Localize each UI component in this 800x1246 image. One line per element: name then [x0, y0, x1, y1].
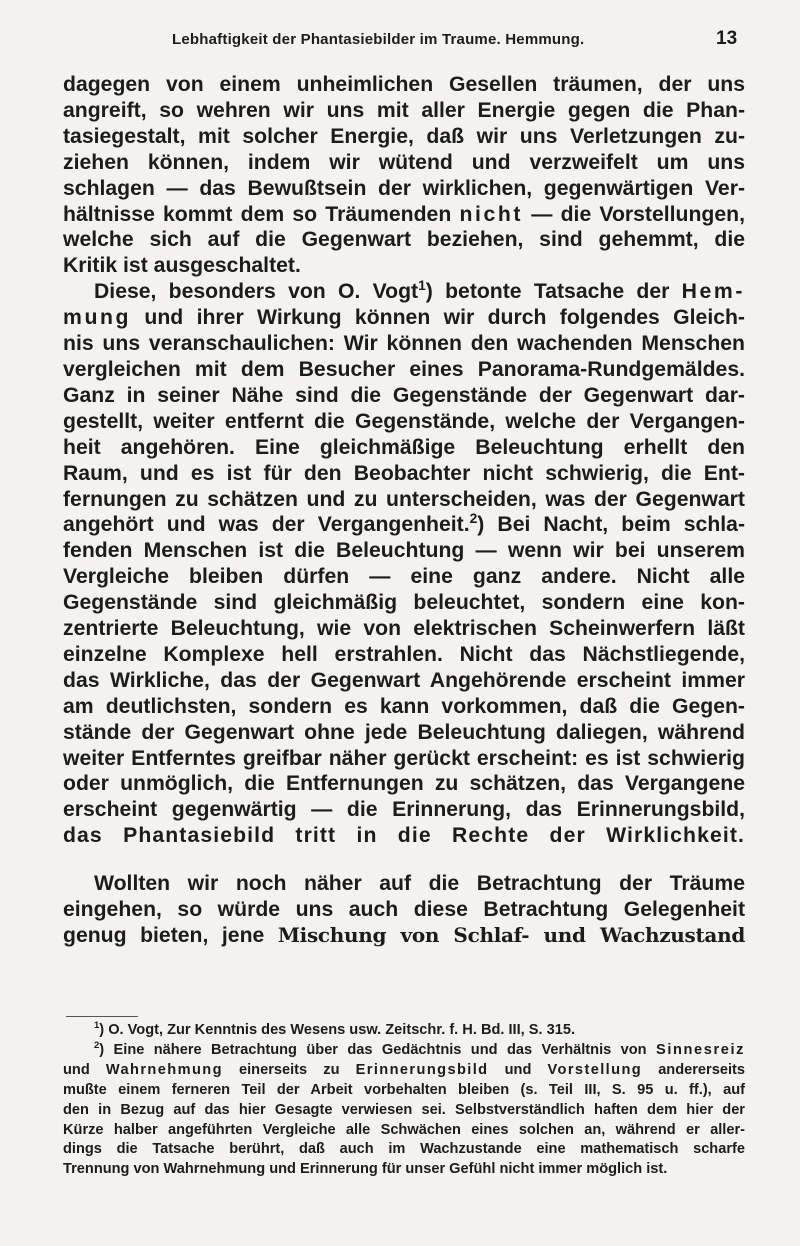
- text-span: ) Bei Nacht, beim schla-: [477, 513, 745, 537]
- text-line: [63, 923, 745, 949]
- running-title: Lebhaftigkeit der Phantasiebilder im Traume. Hemmung.: [172, 31, 585, 48]
- text-line: Wollten wir noch näher auf die Betrachtung der Träume: [94, 872, 745, 896]
- text-span: ) betonte Tatsache der: [425, 280, 682, 304]
- text-line: Vergleiche bleiben dürfen — eine ganz andere. Nicht alle: [63, 565, 745, 589]
- text-line: angreift, so wehren wir uns mit aller Energie gegen die Phan-: [63, 98, 745, 122]
- text-line: das Phantasiebild tritt in die Rechte der Wirklichkeit.: [63, 824, 745, 848]
- text-span: hältnisse kommt dem so Träumenden: [63, 202, 460, 226]
- text-span: und ihrer Wirkung können wir durch folgendes Gleich-: [131, 306, 745, 330]
- emphasis-spaced: Hem-: [681, 280, 745, 304]
- text-line: Ganz in seiner Nähe sind die Gegenstände der Gegenwart dar-: [63, 383, 745, 407]
- text-span: und: [63, 1061, 106, 1078]
- emphasis-heavy: Mischung von Schlaf- und Wachzustand: [277, 923, 746, 947]
- text-line: welche sich auf die Gegenwart beziehen, sind gehemmt, die: [63, 228, 745, 252]
- footnote-line: Kürze halber angeführten Vergleiche alle Schwächen eines solchen an, während er aller-: [63, 1121, 745, 1138]
- emphasis-spaced: Vorstellung: [547, 1061, 643, 1078]
- emphasis-spaced: mung: [63, 306, 132, 330]
- text-line: vergleichen mit dem Besucher eines Panorama-Rundgemäldes.: [63, 357, 745, 381]
- footnote-line: [63, 1061, 745, 1081]
- footnote-rule: [66, 1016, 138, 1017]
- footnote-line: dings die Tatsache berührt, daß auch im Wachzustande eine mathematisch scharfe: [63, 1141, 745, 1158]
- text-span: andererseits: [642, 1061, 745, 1078]
- text-line: ziehen können, indem wir wütend und verzweifelt um uns: [63, 150, 745, 174]
- text-span: angehört und was der Vergangenheit.: [63, 513, 470, 537]
- text-span: — die Vorstellungen,: [523, 202, 745, 226]
- footnote-line: mußte einem ferneren Teil der Arbeit vorbehalten bleiben (s. Teil III, S. 95 u. ff.), auf: [63, 1081, 745, 1098]
- text-line: Raum, und es ist für den Beobachter nicht schwierig, die Ent-: [63, 461, 745, 485]
- text-line: erscheint gegenwärtig — die Erinnerung, das Erinnerungsbild,: [63, 798, 745, 822]
- text-line: heit angehören. Eine gleichmäßige Beleuchtung erhellt den: [63, 435, 745, 459]
- text-line: [63, 512, 745, 538]
- text-line: zentrierte Beleuchtung, wie von elektrischen Scheinwerfern läßt: [63, 617, 745, 641]
- footnote-2: [63, 1041, 745, 1061]
- text-line: Gegenstände sind gleichmäßig beleuchtet, sondern eine kon-: [63, 591, 745, 615]
- text-line: [63, 279, 745, 305]
- paragraph-gap: [63, 849, 745, 871]
- text-line: [63, 305, 745, 331]
- text-line: am deutlichsten, sondern es kann vorkommen, daß die Gegen-: [63, 694, 745, 718]
- text-line: weiter Entferntes greifbar näher gerückt erscheint: es ist schwierig: [63, 746, 745, 770]
- text-line: oder unmöglich, die Entfernungen zu schätzen, das Vergangene: [63, 772, 745, 796]
- text-line: schlagen — das Bewußtsein der wirklichen, gegenwärtigen Ver-: [63, 176, 745, 200]
- footnote-text: ) O. Vogt, Zur Kenntnis des Wesens usw. Zeitschr. f. H. Bd. III, S. 315.: [99, 1022, 576, 1038]
- text-span: und: [488, 1061, 548, 1078]
- text-line: tasiegestalt, mit solcher Energie, daß wir uns Verletzungen zu-: [63, 124, 745, 148]
- footnote-marker: 2: [94, 1040, 100, 1052]
- text-span: einerseits zu: [222, 1061, 356, 1078]
- page-number: 13: [716, 28, 738, 49]
- footnote-line: den in Bezug auf das hier Gesagte verwiesen sei. Selbstverständlich haften dem hier der: [63, 1101, 745, 1118]
- footnote-line: Trennung von Wahrnehmung und Erinnerung für unser Gefühl nicht immer möglich ist.: [63, 1161, 668, 1178]
- emphasis-spaced: Wahrnehmung: [105, 1061, 223, 1078]
- footnote-ref-2[interactable]: 2: [469, 511, 478, 527]
- emphasis-spaced: Erinnerungsbild: [355, 1061, 489, 1078]
- text-line: stände der Gegenwart ohne jede Beleuchtung daliegen, während: [63, 720, 745, 744]
- text-line: dagegen von einem unheimlichen Gesellen träumen, der uns: [63, 73, 745, 96]
- footnote-1: [63, 1021, 745, 1041]
- text-line: [63, 202, 745, 228]
- emphasis-spaced: nicht: [459, 202, 524, 226]
- text-span: genug bieten, jene: [63, 924, 278, 947]
- text-line: Kritik ist ausgeschaltet.: [63, 254, 301, 278]
- main-text: [63, 72, 745, 949]
- text-line: fenden Menschen ist die Beleuchtung — wenn wir bei unserem: [63, 539, 745, 563]
- footnote-text: ) Eine nähere Betrachtung über das Gedächtnis und das Verhältnis von: [99, 1041, 656, 1058]
- text-line: fernungen zu schätzen und zu unterscheiden, was der Gegenwart: [63, 487, 745, 511]
- text-line: nis uns veranschaulichen: Wir können den wachenden Menschen: [63, 332, 745, 356]
- emphasis-spaced: Sinnesreiz: [656, 1041, 745, 1058]
- text-line: gestellt, weiter entfernt die Gegenstände, welche der Vergangen-: [63, 409, 745, 433]
- footnote-marker: 1: [94, 1020, 100, 1032]
- footnotes: [63, 1021, 745, 1180]
- text-line: das Wirkliche, das der Gegenwart Angehörende erscheint immer: [63, 668, 745, 692]
- footnote-ref-1[interactable]: 1: [418, 278, 426, 294]
- text-line: eingehen, so würde uns auch diese Betrachtung Gelegenheit: [63, 898, 745, 922]
- text-span: Diese, besonders von O. Vogt: [94, 280, 419, 304]
- text-line: einzelne Komplexe hell erstrahlen. Nicht das Nächstliegende,: [63, 642, 745, 666]
